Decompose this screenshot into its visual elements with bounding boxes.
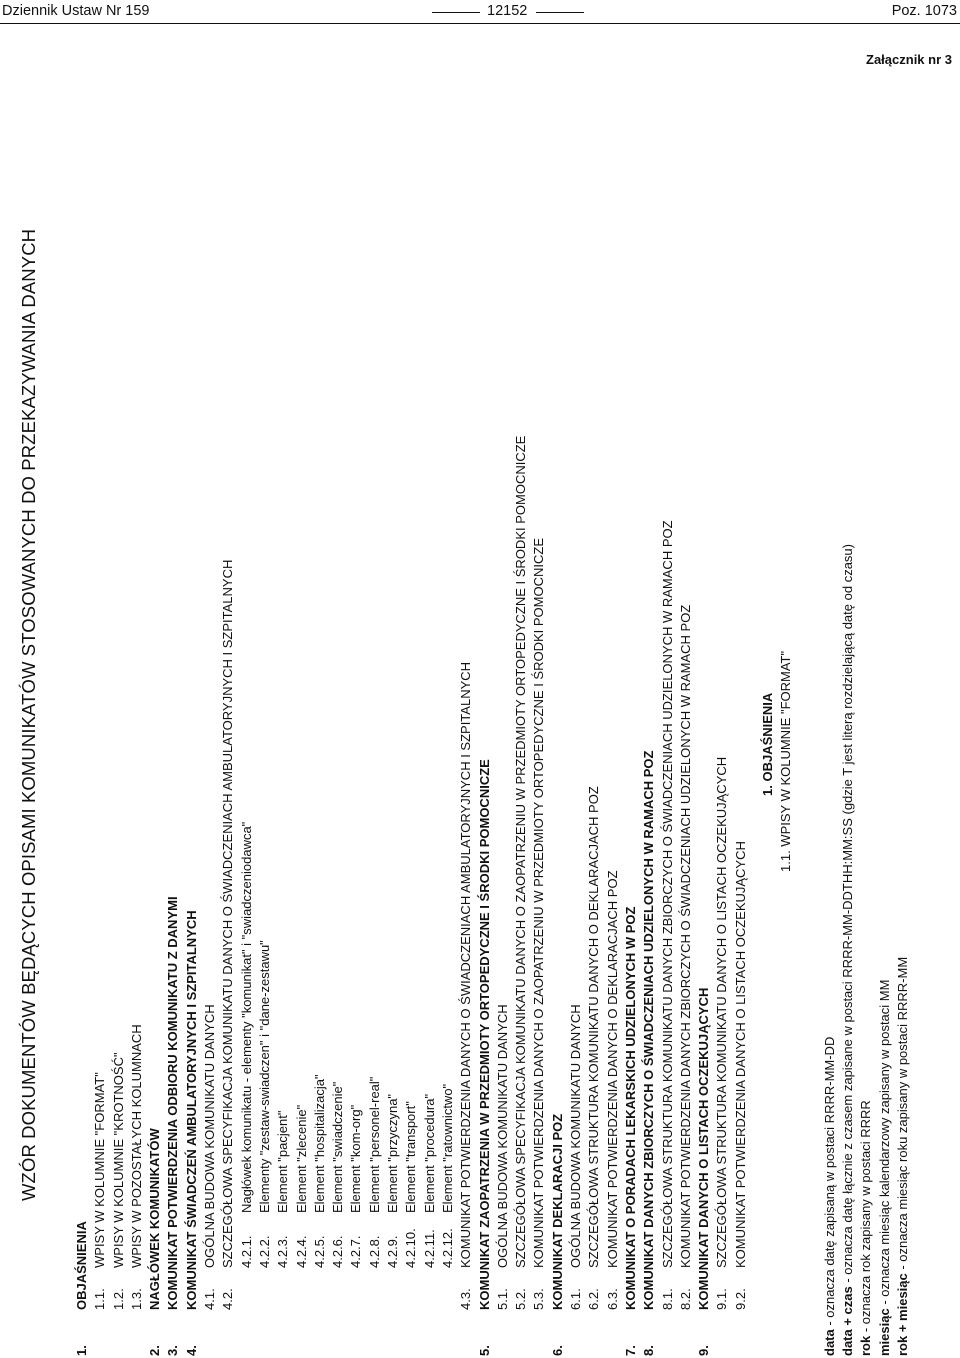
toc-text: KOMUNIKAT POTWIERDZENIA DANYCH O LISTACH OCZEKUJĄCYCH (732, 841, 748, 1268)
toc-entry (257, 226, 275, 1356)
header-rule (0, 23, 960, 24)
toc-subsubnumber: 4.2.5. (311, 1235, 327, 1268)
toc-text: Element "swiadczenie" (330, 1081, 346, 1213)
toc-entry (275, 226, 293, 1356)
page-header (0, 0, 960, 22)
toc-entry (403, 226, 421, 1356)
toc-text: KOMUNIKAT O PORADACH LEKARSKICH UDZIELONYCH W POZ (622, 906, 638, 1310)
toc-entry (660, 226, 678, 1356)
toc-subnumber: 1.1. (92, 1288, 108, 1310)
toc-entry (92, 226, 110, 1356)
toc-entry (605, 226, 623, 1356)
toc-entry (495, 226, 513, 1356)
toc-number: 8. (641, 1345, 657, 1356)
dash-left (432, 12, 480, 13)
dash-right (536, 12, 584, 13)
toc-entry (312, 226, 330, 1356)
section-subheading: 1.1. WPISY W KOLUMNIE "FORMAT" (778, 650, 793, 872)
journal-name: Dziennik Ustaw Nr 159 (2, 3, 150, 19)
toc-text: SZCZEGÓŁOWA STRUKTURA KOMUNIKATU DANYCH O LISTACH OCZEKUJĄCYCH (714, 756, 730, 1268)
toc-text: Element "ratownictwo" (439, 1083, 455, 1213)
format-legend-line (877, 980, 892, 1356)
attachment-label: Załącznik nr 3 (866, 52, 952, 67)
toc-subnumber: 4.3. (458, 1288, 474, 1310)
toc-number: 7. (622, 1345, 638, 1356)
toc-entry (220, 226, 238, 1356)
toc-entry (184, 226, 202, 1356)
toc-entry (531, 226, 549, 1356)
toc-text: NAGŁÓWEK KOMUNIKATÓW (147, 1128, 163, 1310)
toc-entry (623, 226, 641, 1356)
toc-text: SZCZEGÓŁOWA STRUKTURA KOMUNIKATU DANYCH ZBIORCZYCH O ŚWIADCZENIACH UDZIELONYCH W RAMACH POZ (659, 520, 675, 1268)
toc-text: WPISY W KOLUMNIE "FORMAT" (92, 1072, 108, 1268)
toc-subsubnumber: 4.2.12. (439, 1228, 455, 1268)
toc-entry (330, 226, 348, 1356)
toc-entry (239, 226, 257, 1356)
toc-entry (568, 226, 586, 1356)
toc-text: KOMUNIKAT POTWIERDZENIA DANYCH O DEKLARACJACH POZ (604, 870, 620, 1268)
toc-entry (129, 226, 147, 1356)
format-description: - oznacza datę łącznie z czasem zapisane w postaci RRRR-MM-DDTHH:MM:SS (gdzie T jest literą rozdzielającą datę od czasu) (840, 544, 856, 1287)
toc-text: KOMUNIKAT DEKLARACJI POZ (549, 1113, 565, 1310)
toc-text: SZCZEGÓŁOWA STRUKTURA KOMUNIKATU DANYCH O DEKLARACJACH POZ (586, 786, 602, 1268)
toc-text: OGÓLNA BUDOWA KOMUNIKATU DANYCH (202, 1004, 218, 1268)
toc-entry (513, 226, 531, 1356)
toc-entry (367, 226, 385, 1356)
format-term: rok (858, 1335, 874, 1356)
toc-text: OGÓLNA BUDOWA KOMUNIKATU DANYCH (568, 1004, 584, 1268)
toc-number: 4. (183, 1345, 199, 1356)
toc-subnumber: 9.2. (732, 1288, 748, 1310)
toc-text: Element "personel-real" (366, 1076, 382, 1213)
toc-entry (74, 226, 92, 1356)
toc-entry (422, 226, 440, 1356)
toc-subnumber: 6.3. (604, 1288, 620, 1310)
toc-subnumber: 5.3. (531, 1288, 547, 1310)
toc-subnumber: 9.1. (714, 1288, 730, 1310)
toc-subnumber: 6.1. (568, 1288, 584, 1310)
format-legend-line (840, 544, 855, 1356)
toc-text: WPISY W POZOSTAŁYCH KOLUMNACH (128, 1024, 144, 1268)
toc-text: Nagłówek komunikatu - elementy "komunikat" i "swiadczeniodawca" (238, 821, 254, 1213)
toc-number: 2. (147, 1345, 163, 1356)
toc-entry (696, 226, 714, 1356)
toc-text: KOMUNIKAT POTWIERDZENIA ODBIORU KOMUNIKATU Z DANYMI (165, 896, 181, 1310)
page-number: 12152 (487, 3, 528, 19)
toc-text: Element "przyczyna" (385, 1093, 401, 1213)
format-description: - oznacza datę zapisaną w postaci RRRR-MM-DD (822, 1036, 837, 1330)
format-legend-line (858, 1100, 873, 1356)
toc-entry (202, 226, 220, 1356)
format-term: data (822, 1329, 837, 1356)
toc-entry (147, 226, 165, 1356)
format-description: - oznacza miesiąc kalendarzowy zapisany w postaci MM (876, 979, 892, 1309)
toc-text: Elementy "zestaw-swiadczen" i "dane-zestawu" (256, 940, 272, 1213)
toc-subsubnumber: 4.2.11. (421, 1229, 437, 1268)
document-title: WZÓR DOKUMENTÓW BĘDĄCYCH OPISAMI KOMUNIKATÓW STOSOWANYCH DO PRZEKAZYWANIA DANYCH (18, 228, 39, 1201)
toc-entry (458, 226, 476, 1356)
section-heading: 1. OBJAŚNIENIA (760, 692, 775, 796)
toc-entry (733, 226, 751, 1356)
toc-text: KOMUNIKAT DANYCH ZBIORCZYCH O ŚWIADCZENIACH UDZIELONYCH W RAMACH POZ (641, 750, 657, 1310)
toc-subsubnumber: 4.2.6. (330, 1235, 346, 1268)
toc-text: KOMUNIKAT ŚWIADCZEŃ AMBULATORYJNYCH I SZPITALNYCH (183, 910, 199, 1310)
toc-subnumber: 5.2. (513, 1288, 529, 1310)
toc-subsubnumber: 4.2.7. (348, 1235, 364, 1268)
toc-text: KOMUNIKAT POTWIERDZENIA DANYCH O ZAOPATRZENIU W PRZEDMIOTY ORTOPEDYCZNE I ŚRODKI POMOCNICZE (531, 538, 547, 1268)
toc-text: WPISY W KOLUMNIE "KROTNOŚĆ" (110, 1052, 126, 1268)
table-of-contents (74, 226, 751, 1356)
toc-entry (477, 226, 495, 1356)
toc-entry (714, 226, 732, 1356)
toc-subsubnumber: 4.2.2. (256, 1235, 272, 1268)
toc-text: Element "hospitalizacja" (311, 1074, 327, 1213)
format-term: miesiąc (876, 1308, 892, 1356)
toc-entry (440, 226, 458, 1356)
toc-entry (385, 226, 403, 1356)
toc-subnumber: 8.2. (677, 1288, 693, 1310)
toc-text: KOMUNIKAT ZAOPATRZENIA W PRZEDMIOTY ORTOPEDYCZNE I ŚRODKI POMOCNICZE (476, 759, 492, 1310)
toc-text: OBJAŚNIENIA (74, 1221, 89, 1310)
toc-subnumber: 1.3. (128, 1288, 144, 1310)
toc-subsubnumber: 4.2.8. (366, 1235, 382, 1268)
toc-number: 9. (696, 1345, 712, 1356)
toc-text: KOMUNIKAT POTWIERDZENIA DANYCH O ŚWIADCZENIACH AMBULATORYJNYCH I SZPITALNYCH (458, 661, 474, 1268)
toc-text: SZCZEGÓŁOWA SPECYFIKACJA KOMUNIKATU DANYCH O ZAOPATRZENIU W PRZEDMIOTY ORTOPEDYCZNE I ŚRODKI POMOCNICZE (513, 435, 529, 1268)
toc-subnumber: 4.2. (220, 1288, 236, 1310)
toc-subsubnumber: 4.2.1. (238, 1235, 254, 1268)
toc-entry (165, 226, 183, 1356)
toc-number: 1. (74, 1345, 89, 1356)
toc-text: KOMUNIKAT DANYCH O LISTACH OCZEKUJĄCYCH (696, 987, 712, 1310)
format-legend-line (895, 957, 910, 1356)
toc-text: OGÓLNA BUDOWA KOMUNIKATU DANYCH (494, 1004, 510, 1268)
toc-text: SZCZEGÓŁOWA SPECYFIKACJA KOMUNIKATU DANYCH O ŚWIADCZENIACH AMBULATORYJNYCH I SZPITALNYCH (220, 559, 236, 1268)
toc-entry (641, 226, 659, 1356)
toc-subsubnumber: 4.2.3. (275, 1235, 291, 1268)
format-description: - oznacza miesiąc roku zapisany w postaci RRRR-MM (894, 956, 910, 1274)
toc-subsubnumber: 4.2.10. (403, 1228, 419, 1268)
toc-subsubnumber: 4.2.4. (293, 1235, 309, 1268)
toc-subnumber: 6.2. (586, 1288, 602, 1310)
toc-entry (111, 226, 129, 1356)
toc-subnumber: 5.1. (494, 1288, 510, 1310)
toc-text: Element "kom-org" (348, 1104, 364, 1213)
toc-text: KOMUNIKAT POTWIERDZENIA DANYCH ZBIORCZYCH O ŚWIADCZENIACH UDZIELONYCH W RAMACH POZ (677, 604, 693, 1268)
toc-subsubnumber: 4.2.9. (385, 1235, 401, 1268)
toc-number: 5. (476, 1345, 492, 1356)
toc-number: 3. (165, 1345, 181, 1356)
toc-entry (586, 226, 604, 1356)
toc-subnumber: 1.2. (110, 1288, 126, 1310)
position-number: Poz. 1073 (891, 3, 957, 19)
toc-text: Element "transport" (403, 1101, 419, 1213)
toc-entry (348, 226, 366, 1356)
toc-entry (294, 226, 312, 1356)
format-term: data + czas (840, 1286, 856, 1356)
rotated-page-content (10, 226, 960, 1356)
toc-entry (678, 226, 696, 1356)
toc-entry (550, 226, 568, 1356)
toc-subnumber: 4.1. (202, 1288, 218, 1310)
format-term: rok + miesiąc (894, 1273, 910, 1356)
toc-text: Element "zlecenie" (293, 1104, 309, 1213)
toc-number: 6. (549, 1345, 565, 1356)
format-description: - oznacza rok zapisany w postaci RRRR (858, 1100, 874, 1336)
toc-subnumber: 8.1. (659, 1288, 675, 1310)
toc-text: Element "procedura" (421, 1093, 437, 1213)
toc-text: Element "pacjent" (275, 1110, 291, 1213)
format-legend-line (822, 1037, 837, 1356)
